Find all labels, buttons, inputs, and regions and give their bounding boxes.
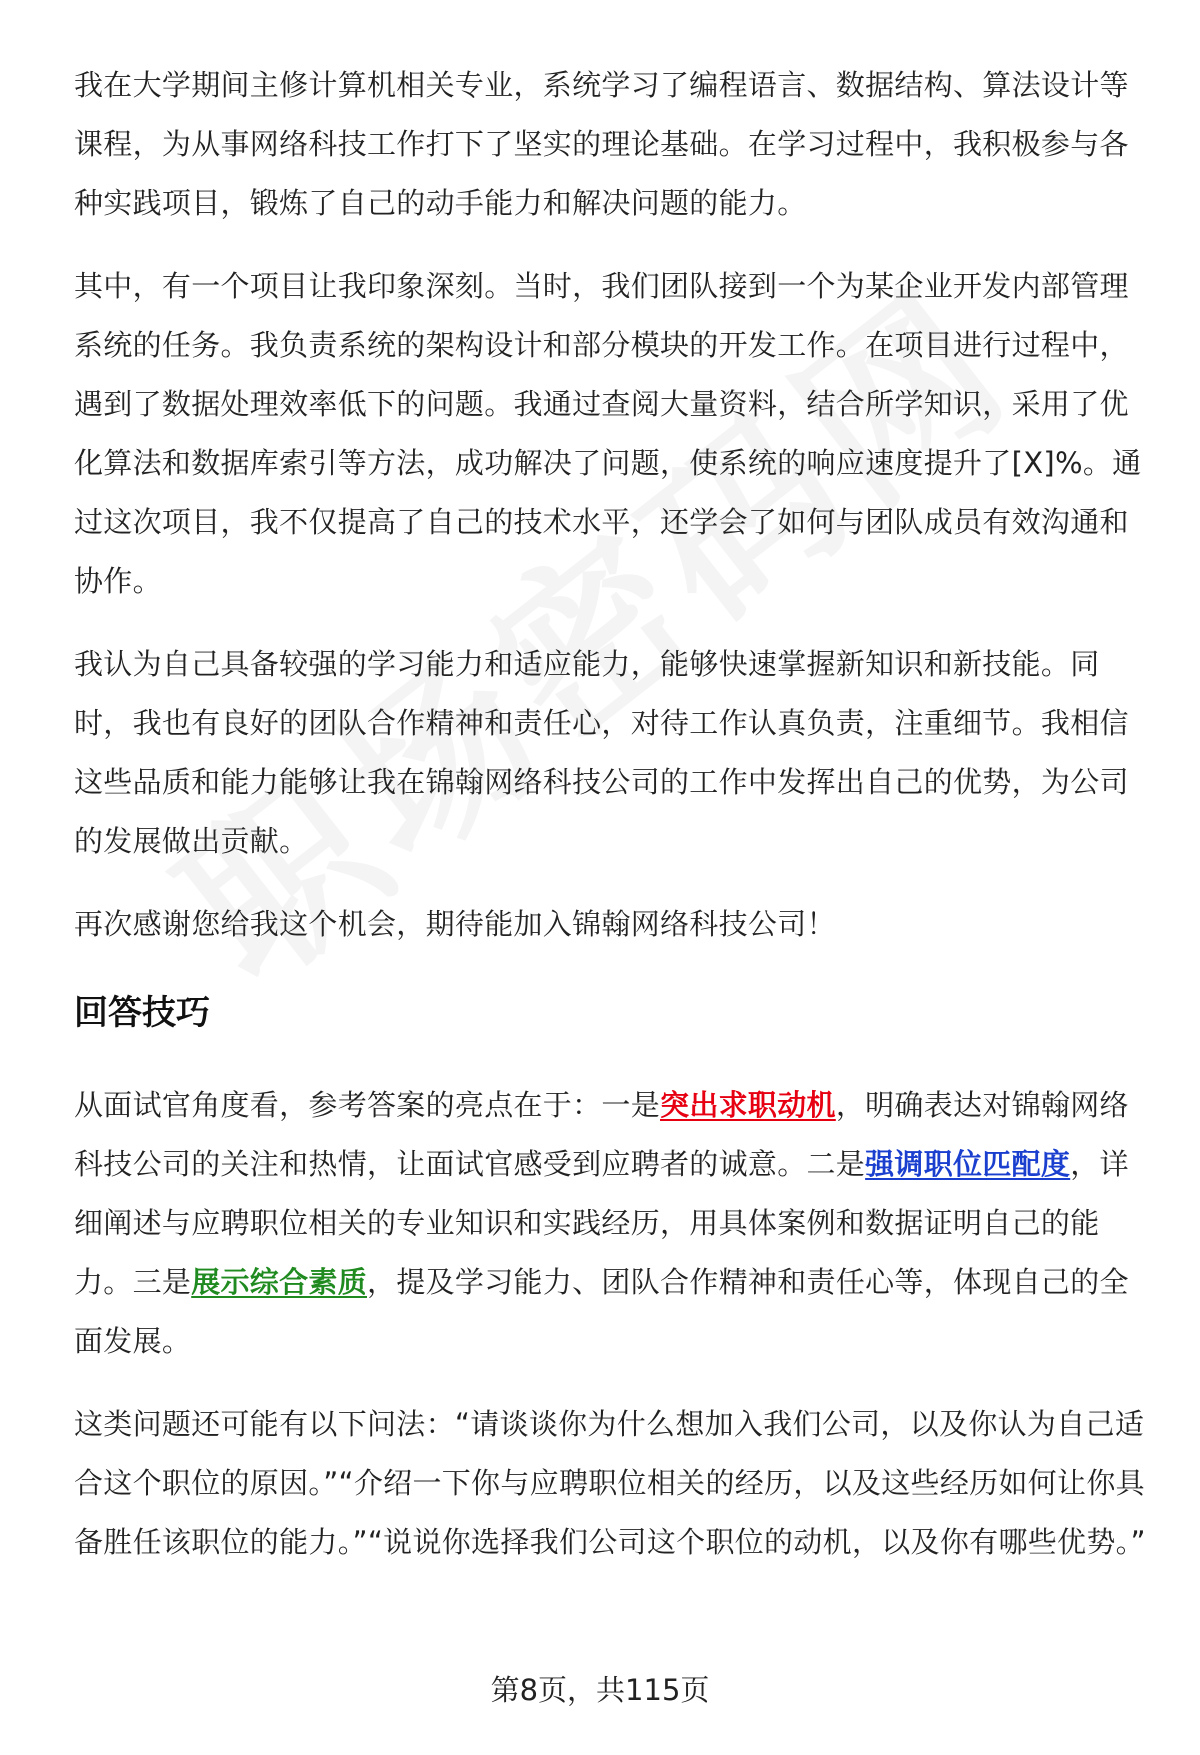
section-heading: 回答技巧 (74, 993, 210, 1033)
page-number: 第8页，共115页 (490, 1673, 710, 1707)
tips-text-4: ，提及学习能力、团队合作精神和责任心等，体现自己的全面发展。 (74, 1265, 1129, 1358)
tips-text-2: ，明确表达对锦翰网络科技公司的关注和热情，让面试官感受到应聘者的诚意。二是 (74, 1088, 1129, 1181)
tips-text-1: 从面试官角度看，参考答案的亮点在于：一是 (74, 1088, 661, 1122)
paragraph-tips (74, 1076, 1154, 1371)
paragraph-project: 其中，有一个项目让我印象深刻。当时，我们团队接到一个为某企业开发内部管理系统的任务。我负责系统的架构设计和部分模块的开发工作。在项目进行过程中，遇到了数据处理效率低下的问题。我通过查阅大量资料，结合所学知识，采用了优化算法和数据库索引等方法，成功解决了问题，使系统的响应速度提升了[X]%。通过这次项目，我不仅提高了自己的技术水平，还学会了如何与团队成员有效沟通和协作。 (74, 269, 1142, 598)
tips-text-3: ，详细阐述与应聘职位相关的专业知识和实践经历，用具体案例和数据证明自己的能力。三是 (74, 1147, 1129, 1299)
paragraph-education: 我在大学期间主修计算机相关专业，系统学习了编程语言、数据结构、算法设计等课程，为从事网络科技工作打下了坚实的理论基础。在学习过程中，我积极参与各种实践项目，锻炼了自己的动手能力和解决问题的能力。 (74, 68, 1129, 220)
paragraph-alternative-questions: 这类问题还可能有以下问法：“请谈谈你为什么想加入我们公司，以及你认为自己适合这个职位的原因。”“介绍一下你与应聘职位相关的经历，以及这些经历如何让你具备胜任该职位的能力。”“说说你选择我们公司这个职位的动机，以及你有哪些优势。” (74, 1407, 1146, 1559)
highlight-motivation: 突出求职动机 (660, 1088, 836, 1122)
document-body (74, 56, 1154, 1596)
highlight-overall-quality: 展示综合素质 (191, 1265, 368, 1299)
highlight-job-match: 强调职位匹配度 (865, 1147, 1071, 1181)
paragraph-strengths: 我认为自己具备较强的学习能力和适应能力，能够快速掌握新知识和新技能。同时，我也有良好的团队合作精神和责任心，对待工作认真负责，注重细节。我相信这些品质和能力能够让我在锦翰网络科技公司的工作中发挥出自己的优势，为公司的发展做出贡献。 (74, 647, 1129, 858)
paragraph-closing: 再次感谢您给我这个机会，期待能加入锦翰网络科技公司！ (74, 907, 836, 941)
